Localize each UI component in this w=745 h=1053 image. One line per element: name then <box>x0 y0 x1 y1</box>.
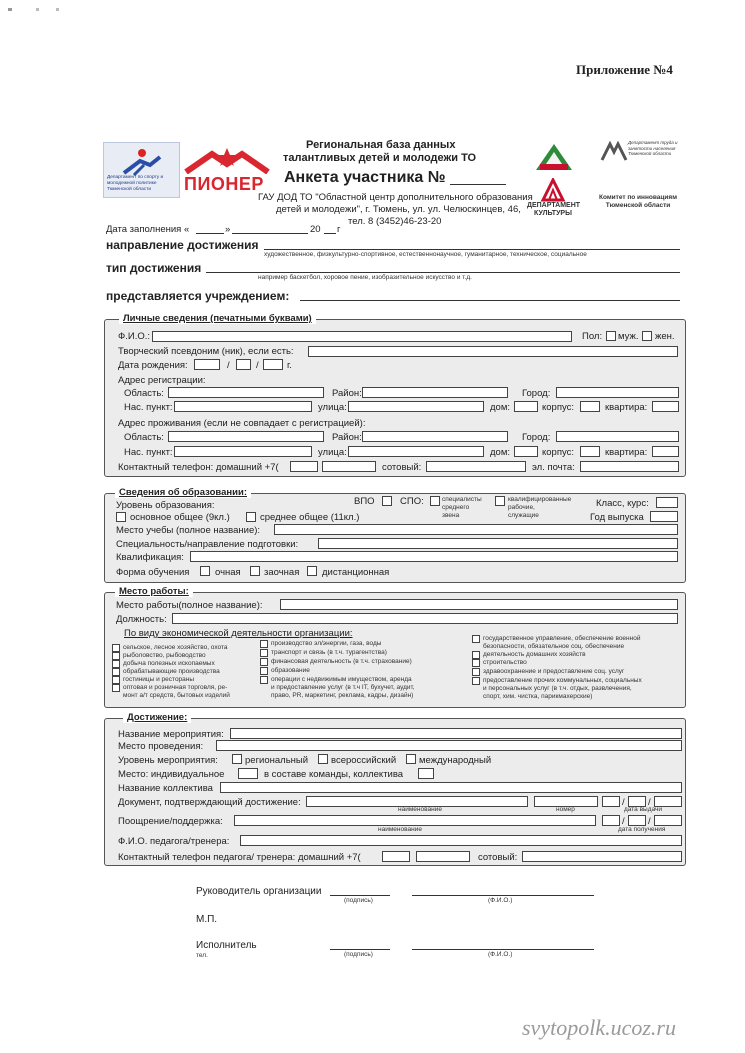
head-signature-hint: (подпись) <box>344 897 373 904</box>
reg-district-label: Район: <box>332 388 362 399</box>
culture-icon <box>527 178 579 202</box>
activity-label: сельское, лесное хозяйство, охота <box>123 644 228 651</box>
institution-line[interactable] <box>300 300 680 301</box>
emblem-icon <box>532 140 576 172</box>
direction-hint: художественное, физкультурно-спортивное, естественнонаучное, гуманитарное, техническое, социальное <box>264 251 587 258</box>
form-title: Анкета участника № <box>284 169 446 186</box>
team-name-label: Название коллектива <box>118 783 213 794</box>
receive-date-hint: дата получения <box>618 826 666 833</box>
spo-spec-3: звена <box>442 512 460 519</box>
regional-label: региональный <box>245 755 309 766</box>
activity-label: и персональных услуг (в т.ч. отдых, развлечения, <box>483 685 632 692</box>
receive-day-input[interactable] <box>602 815 620 826</box>
male-label: муж. <box>618 331 639 342</box>
class-label: Класс, курс: <box>596 498 649 509</box>
live-street-input[interactable] <box>348 446 484 457</box>
work-place-label: Место работы(полное название): <box>116 600 263 611</box>
activity-checkbox[interactable] <box>112 644 120 652</box>
basic-general-checkbox[interactable] <box>116 512 126 522</box>
russian-label: всероссийский <box>331 755 397 766</box>
labor-department-logo <box>600 138 680 168</box>
activity-checkbox[interactable] <box>260 649 268 657</box>
live-city-input[interactable] <box>556 431 679 442</box>
receive-slash-1: / <box>622 816 625 827</box>
reg-house-label: дом: <box>490 402 510 413</box>
spo-specialists-checkbox[interactable] <box>430 496 440 506</box>
encouragement-label: Поощрение/поддержка: <box>118 816 223 827</box>
team-name-input[interactable] <box>220 782 682 793</box>
reg-flat-input[interactable] <box>652 401 679 412</box>
fill-date-month[interactable] <box>232 233 308 234</box>
vpo-label: ВПО <box>354 496 375 507</box>
achievement-legend: Достижение: <box>123 712 191 723</box>
scan-mark <box>36 8 39 11</box>
direction-label: направление достижения <box>106 238 259 252</box>
birth-slash-1: / <box>227 360 230 371</box>
document-number-hint: номер <box>556 806 575 813</box>
reg-building-input[interactable] <box>580 401 600 412</box>
international-checkbox[interactable] <box>406 754 416 764</box>
activity-checkbox[interactable] <box>472 635 480 643</box>
issue-slash-1: / <box>622 797 625 808</box>
reg-locality-label: Нас. пункт: <box>124 402 173 413</box>
birth-year-suffix: г. <box>287 360 292 371</box>
org-line-3: тел. 8 (3452)46-23-20 <box>348 216 442 227</box>
fill-date-label: Дата заполнения « <box>106 224 190 235</box>
labor-icon <box>600 140 628 162</box>
reg-street-input[interactable] <box>348 401 484 412</box>
live-street-label: улица: <box>318 447 347 458</box>
runner-icon <box>104 145 179 179</box>
pioneer-emblem-icon <box>182 146 272 174</box>
activity-label: операции с недвижимым имуществом, аренда <box>271 676 412 683</box>
birth-label: Дата рождения: <box>118 360 188 371</box>
live-region-label: Область: <box>124 432 164 443</box>
culture-department-logo <box>527 178 579 216</box>
teacher-phone-home-input[interactable] <box>416 851 470 862</box>
phone-code-input[interactable] <box>290 461 318 472</box>
activity-label: и предоставление услуг (в т.ч IT, бухучет, аудит, <box>271 684 415 691</box>
fill-date-suffix: г <box>337 224 341 235</box>
db-title-line-1: Региональная база данных <box>306 139 456 151</box>
type-hint: например баскетбол, хоровое пение, изобразительное искусство и т.д. <box>258 274 472 281</box>
teacher-input[interactable] <box>240 835 682 846</box>
live-locality-label: Нас. пункт: <box>124 447 173 458</box>
education-legend: Сведения об образовании: <box>115 487 251 498</box>
activity-checkbox[interactable] <box>472 668 480 676</box>
fio-input[interactable] <box>152 331 572 342</box>
phone-label: Контактный телефон: домашний +7( <box>118 462 279 473</box>
live-house-input[interactable] <box>514 446 538 457</box>
teacher-mobile-input[interactable] <box>522 851 682 862</box>
sport-department-logo <box>103 142 180 198</box>
activity-checkbox[interactable] <box>472 677 480 685</box>
international-label: международный <box>419 755 492 766</box>
activity-checkbox[interactable] <box>112 652 120 660</box>
activity-checkbox[interactable] <box>112 684 120 692</box>
teacher-phone-code-input[interactable] <box>382 851 410 862</box>
issue-date-hint: дата выдачи <box>624 806 662 813</box>
org-line-1: ГАУ ДОД ТО "Областной центр дополнительного образования <box>258 192 533 203</box>
live-district-input[interactable] <box>362 431 508 442</box>
team-label: в составе команды, коллектива <box>264 769 404 780</box>
org-line-2: детей и молодежи", г. Тюмень, ул. ул. Челюскинцев, 46, <box>276 204 521 215</box>
document-label: Документ, подтверждающий достижение: <box>118 797 301 808</box>
reg-district-input[interactable] <box>362 387 508 398</box>
basic-general-label: основное общее (9кл.) <box>130 512 230 523</box>
birth-month-input[interactable] <box>236 359 251 370</box>
phone-home-input[interactable] <box>322 461 376 472</box>
live-city-label: Город: <box>522 432 551 443</box>
executor-label: Исполнитель <box>196 940 257 951</box>
activity-label: предоставление прочих коммунальных, социальных <box>483 677 642 684</box>
specialty-label: Специальность/направление подготовки: <box>116 539 299 550</box>
culture-text: ДЕПАРТАМЕНТ КУЛЬТУРЫ <box>527 202 581 217</box>
specialty-input[interactable] <box>318 538 678 549</box>
team-input[interactable] <box>418 768 434 779</box>
spo-qualified-checkbox[interactable] <box>495 496 505 506</box>
pseudonym-label: Творческий псевдоним (ник), если есть: <box>118 346 294 357</box>
event-name-input[interactable] <box>230 728 682 739</box>
teacher-phone-label: Контактный телефон педагога/ тренера: домашний +7( <box>118 852 361 863</box>
head-signature-line[interactable] <box>330 895 390 896</box>
activity-checkbox[interactable] <box>112 660 120 668</box>
full-time-label: очная <box>215 567 241 578</box>
reg-flat-label: квартира: <box>605 402 648 413</box>
teacher-label: Ф.И.О. педагога/тренера: <box>118 836 230 847</box>
activity-checkbox[interactable] <box>112 668 120 676</box>
direction-line[interactable] <box>264 249 680 250</box>
activity-label: добыча полезных ископаемых <box>123 660 215 667</box>
study-form-label: Форма обучения <box>116 567 190 578</box>
executor-signature-hint: (подпись) <box>344 951 373 958</box>
live-district-label: Район: <box>332 432 362 443</box>
grad-year-label: Год выпуска <box>590 512 644 523</box>
activity-title: По виду экономической деятельности организации: <box>124 628 353 639</box>
part-time-label: заочная <box>264 567 300 578</box>
female-label: жен. <box>655 331 675 342</box>
encouragement-input[interactable] <box>234 815 596 826</box>
db-title-line-2: талантливых детей и молодежи ТО <box>283 152 477 164</box>
reg-street-label: улица: <box>318 402 347 413</box>
executor-fio-hint: (Ф.И.О.) <box>488 951 513 958</box>
reg-locality-input[interactable] <box>174 401 312 412</box>
female-checkbox[interactable] <box>642 331 652 341</box>
fill-date-year: 20 <box>310 224 321 235</box>
work-place-input[interactable] <box>280 599 678 610</box>
vpo-checkbox[interactable] <box>382 496 392 506</box>
distance-label: дистанционная <box>322 567 390 578</box>
institution-label: представляется учреждением: <box>106 289 290 303</box>
activity-label: финансовая деятельность (в т.ч. страхование) <box>271 658 412 665</box>
activity-label: безопасности, обязательное соц. обеспечение <box>483 643 625 650</box>
edu-level-label: Уровень образования: <box>116 500 215 511</box>
pioneer-text: ПИОНЕР <box>184 174 264 194</box>
activity-label: оптовая и розничная торговля, ре- <box>123 684 228 691</box>
birth-slash-2: / <box>256 360 259 371</box>
watermark: svytopolk.ucoz.ru <box>522 1015 676 1040</box>
work-legend: Место работы: <box>115 586 193 597</box>
fill-date-day[interactable] <box>196 233 224 234</box>
place-label: Место: индивидуальное <box>118 769 225 780</box>
head-label: Руководитель организации <box>196 886 322 897</box>
labor-text: Департамент труда и занятости населения Тюменской области <box>628 140 678 156</box>
executor-signature-line[interactable] <box>330 949 390 950</box>
spo-spec-1: специалисты <box>442 496 482 503</box>
live-building-label: корпус: <box>542 447 575 458</box>
sport-department-text: Департамент по спорту и молодежной политике Тюменской области <box>107 175 164 192</box>
activity-label: производство эл/энергии, газа, воды <box>271 640 382 647</box>
class-input[interactable] <box>656 497 678 508</box>
spo-label: СПО: <box>400 496 424 507</box>
live-building-input[interactable] <box>580 446 600 457</box>
type-line[interactable] <box>206 272 680 273</box>
executor-fio-line[interactable] <box>412 949 594 950</box>
live-address-label: Адрес проживания (если не совпадает с регистрацией): <box>118 418 366 429</box>
reg-city-label: Город: <box>522 388 551 399</box>
fill-date-year-line[interactable] <box>324 233 336 234</box>
reg-building-label: корпус: <box>542 402 575 413</box>
appendix-label: Приложение №4 <box>576 62 673 77</box>
grad-year-input[interactable] <box>650 511 678 522</box>
form-number-line[interactable] <box>450 184 506 185</box>
activity-label: спорт, хим. чистка, парикмахерские) <box>483 693 593 700</box>
fio-label: Ф.И.О.: <box>118 331 150 342</box>
activity-label: рыболовство, рыбоводство <box>123 652 206 659</box>
secondary-general-label: среднее общее (11кл.) <box>260 512 360 523</box>
event-place-input[interactable] <box>216 740 682 751</box>
reg-address-label: Адрес регистрации: <box>118 375 206 386</box>
reg-city-input[interactable] <box>556 387 679 398</box>
personal-legend: Личные сведения (печатными буквами) <box>119 313 316 324</box>
position-label: Должность: <box>116 614 167 625</box>
receive-year-input[interactable] <box>654 815 682 826</box>
receive-month-input[interactable] <box>628 815 646 826</box>
executor-tel-label: тел. <box>196 952 208 959</box>
russian-checkbox[interactable] <box>318 754 328 764</box>
reg-house-input[interactable] <box>514 401 538 412</box>
birth-day-input[interactable] <box>194 359 220 370</box>
email-input[interactable] <box>580 461 679 472</box>
activity-checkbox[interactable] <box>112 676 120 684</box>
issue-slash-2: / <box>648 797 651 808</box>
individual-input[interactable] <box>238 768 258 779</box>
stamp-label: М.П. <box>196 914 218 925</box>
live-flat-label: квартира: <box>605 447 648 458</box>
position-input[interactable] <box>172 613 678 624</box>
tyumen-emblem-logo <box>532 140 576 172</box>
event-place-label: Место проведения: <box>118 741 204 752</box>
email-label: эл. почта: <box>532 462 575 473</box>
live-region-input[interactable] <box>168 431 324 442</box>
activity-checkbox[interactable] <box>260 658 268 666</box>
activity-label: образование <box>271 667 310 674</box>
reg-region-input[interactable] <box>168 387 324 398</box>
activity-checkbox[interactable] <box>260 676 268 684</box>
spo-spec-2: среднего <box>442 504 470 511</box>
male-checkbox[interactable] <box>606 331 616 341</box>
activity-label: здравоохранение и предоставление соц. услуг <box>483 668 625 675</box>
activity-label: деятельность домашних хозяйств <box>483 651 586 658</box>
mobile-label: сотовый: <box>382 462 422 473</box>
spo-qual-3: служащие <box>508 512 539 519</box>
issue-day-input[interactable] <box>602 796 620 807</box>
secondary-general-checkbox[interactable] <box>246 512 256 522</box>
activity-label: гостиницы и рестораны <box>123 676 195 683</box>
event-level-label: Уровень мероприятия: <box>118 755 218 766</box>
activity-label: право, PR, маркетинг, реклама, кадры, дизайн) <box>271 692 414 699</box>
activity-label: государственное управление, обеспечение военной <box>483 635 641 642</box>
regional-checkbox[interactable] <box>232 754 242 764</box>
activity-checkbox[interactable] <box>260 640 268 648</box>
distance-checkbox[interactable] <box>307 566 317 576</box>
fill-date-mid: » <box>225 224 231 235</box>
receive-slash-2: / <box>648 816 651 827</box>
head-fio-hint: (Ф.И.О.) <box>488 897 513 904</box>
pseudonym-input[interactable] <box>308 346 678 357</box>
activity-label: монт а/т средств, бытовых изделий <box>123 692 230 699</box>
innovation-text: Комитет по инновациям Тюменской области <box>599 194 677 209</box>
activity-checkbox[interactable] <box>260 667 268 675</box>
live-flat-input[interactable] <box>652 446 679 457</box>
spo-qual-1: квалифицированные <box>508 496 572 503</box>
type-label: тип достижения <box>106 261 202 275</box>
mobile-input[interactable] <box>426 461 526 472</box>
activity-label: строительство <box>483 659 527 666</box>
pioneer-logo <box>182 146 272 196</box>
full-time-checkbox[interactable] <box>200 566 210 576</box>
qualification-label: Квалификация: <box>116 552 184 563</box>
qualification-input[interactable] <box>190 551 678 562</box>
event-name-label: Название мероприятия: <box>118 729 224 740</box>
activity-checkbox[interactable] <box>472 659 480 667</box>
scan-mark <box>8 8 12 11</box>
document-name-hint: наименование <box>398 806 442 813</box>
birth-year-input[interactable] <box>263 359 283 370</box>
head-fio-line[interactable] <box>412 895 594 896</box>
study-place-label: Место учебы (полное название): <box>116 525 261 536</box>
reg-region-label: Область: <box>124 388 164 399</box>
encouragement-name-hint: наименование <box>378 826 422 833</box>
live-locality-input[interactable] <box>174 446 312 457</box>
part-time-checkbox[interactable] <box>250 566 260 576</box>
live-house-label: дом: <box>490 447 510 458</box>
scan-mark <box>56 8 59 11</box>
activity-label: обрабатывающие производства <box>123 668 220 675</box>
activity-label: транспорт и связь (в т.ч. турагентства) <box>271 649 387 656</box>
sex-label: Пол: <box>582 331 603 342</box>
spo-qual-2: рабочие, <box>508 504 535 511</box>
activity-checkbox[interactable] <box>472 651 480 659</box>
study-place-input[interactable] <box>274 524 678 535</box>
teacher-mobile-label: сотовый: <box>478 852 518 863</box>
